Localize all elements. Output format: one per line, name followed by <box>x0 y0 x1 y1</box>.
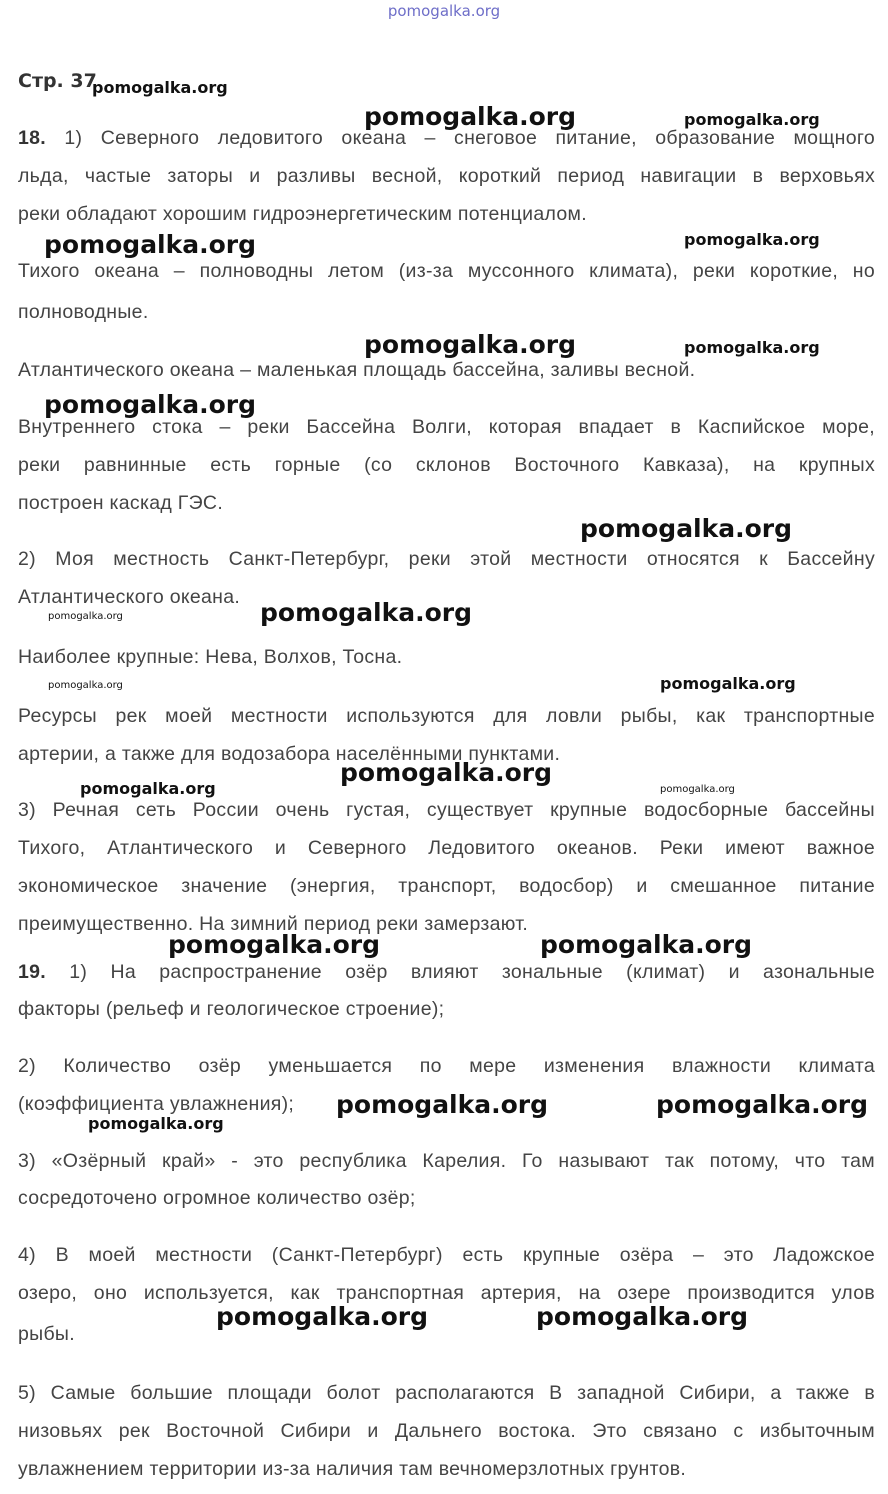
q19-line-2: факторы (рельеф и геологическое строение); <box>18 998 445 1020</box>
q18-line-18: преимущественно. На зимний период реки замерзают. <box>18 913 529 935</box>
site-url[interactable]: pomogalka.org <box>387 2 501 20</box>
watermark: pomogalka.org <box>364 102 577 131</box>
q18-line-8: реки равнинные есть горные (со склонов Восточного Кавказа), на крупных <box>18 454 875 476</box>
q18-line-3: реки обладают хорошим гидроэнергетическим потенциалом. <box>18 203 587 225</box>
q19-line-3: 2) Количество озёр уменьшается по мере изменения влажности климата <box>18 1055 875 1077</box>
q18-line-14: артерии, а также для водозабора населёнными пунктами. <box>18 743 561 765</box>
q18-line-10: 2) Моя местность Санкт-Петербург, реки этой местности относятся к Бассейну <box>18 548 875 570</box>
q19-line-10: 5) Самые большие площади болот располагаются В западной Сибири, а также в <box>18 1382 875 1404</box>
watermark: pomogalka.org <box>684 230 820 249</box>
watermark: pomogalka.org <box>540 930 753 959</box>
q18-line-12: Наиболее крупные: Нева, Волхов, Тосна. <box>18 646 403 668</box>
watermark: pomogalka.org <box>44 230 257 259</box>
watermark: pomogalka.org <box>336 1090 549 1119</box>
q18-line-4: Тихого океана – полноводны летом (из-за муссонного климата), реки короткие, но <box>18 260 875 282</box>
watermark: pomogalka.org <box>660 784 735 795</box>
q18-line-5: полноводные. <box>18 301 149 323</box>
watermark: pomogalka.org <box>92 78 228 97</box>
q18-line-16: Тихого, Атлантического и Северного Ледовитого океанов. Реки имеют важное <box>18 837 875 859</box>
watermark: pomogalka.org <box>48 680 123 691</box>
q19-line-11: низовьях рек Восточной Сибири и Дальнего востока. Это связано с избыточным <box>18 1420 875 1442</box>
q19-line-4: (коэффициента увлажнения); <box>18 1093 295 1115</box>
q19-line-8: озеро, оно используется, как транспортная артерия, на озере производится улов <box>18 1282 875 1304</box>
q18-line-1: 18. 1) Северного ледовитого океана – снеговое питание, образование мощного <box>18 127 876 149</box>
q18-line-13: Ресурсы рек моей местности используются для ловли рыбы, как транспортные <box>18 705 875 727</box>
q18-line-15: 3) Речная сеть России очень густая, существует крупные водосборные бассейны <box>18 799 875 821</box>
watermark: pomogalka.org <box>88 1114 224 1133</box>
q19-line-1: 19. 1) На распространение озёр влияют зональные (климат) и азональные <box>18 961 876 983</box>
watermark: pomogalka.org <box>80 779 216 798</box>
watermark: pomogalka.org <box>48 611 123 622</box>
watermark: pomogalka.org <box>364 330 577 359</box>
watermark: pomogalka.org <box>580 514 793 543</box>
q18-line-7: Внутреннего стока – реки Бассейна Волги, которая впадает в Каспийское море, <box>18 416 875 438</box>
q18-line-2: льда, частые заторы и разливы весной, короткий период навигации в верховьях <box>18 165 875 187</box>
watermark: pomogalka.org <box>656 1090 869 1119</box>
q19-line-5: 3) «Озёрный край» - это республика Карелия. Го называют так потому, что там <box>18 1150 875 1172</box>
watermark: pomogalka.org <box>260 598 473 627</box>
q19-line-6: сосредоточено огромное количество озёр; <box>18 1187 416 1209</box>
q19-line-9: рыбы. <box>18 1323 75 1345</box>
q18-line-9: построен каскад ГЭС. <box>18 492 224 514</box>
q18-number: 18. <box>18 127 47 149</box>
q19-line-7: 4) В моей местности (Санкт-Петербург) есть крупные озёра – это Ладожское <box>18 1244 875 1266</box>
watermark: pomogalka.org <box>684 338 820 357</box>
q18-line-17: экономическое значение (энергия, транспорт, водосбор) и смешанное питание <box>18 875 875 897</box>
watermark: pomogalka.org <box>44 390 257 419</box>
q19-number: 19. <box>18 961 47 983</box>
q18-line-11: Атлантического океана. <box>18 586 241 608</box>
watermark: pomogalka.org <box>684 110 820 129</box>
watermark: pomogalka.org <box>168 930 381 959</box>
watermark: pomogalka.org <box>536 1302 749 1331</box>
page-label: Стр. 37 <box>18 70 97 92</box>
watermark: pomogalka.org <box>340 758 553 787</box>
q19-line-12: увлажнением территории из-за наличия там вечномерзлотных грунтов. <box>18 1458 687 1480</box>
q18-line-6: Атлантического океана – маленькая площадь бассейна, заливы весной. <box>18 359 696 381</box>
watermark: pomogalka.org <box>216 1302 429 1331</box>
watermark: pomogalka.org <box>660 674 796 693</box>
